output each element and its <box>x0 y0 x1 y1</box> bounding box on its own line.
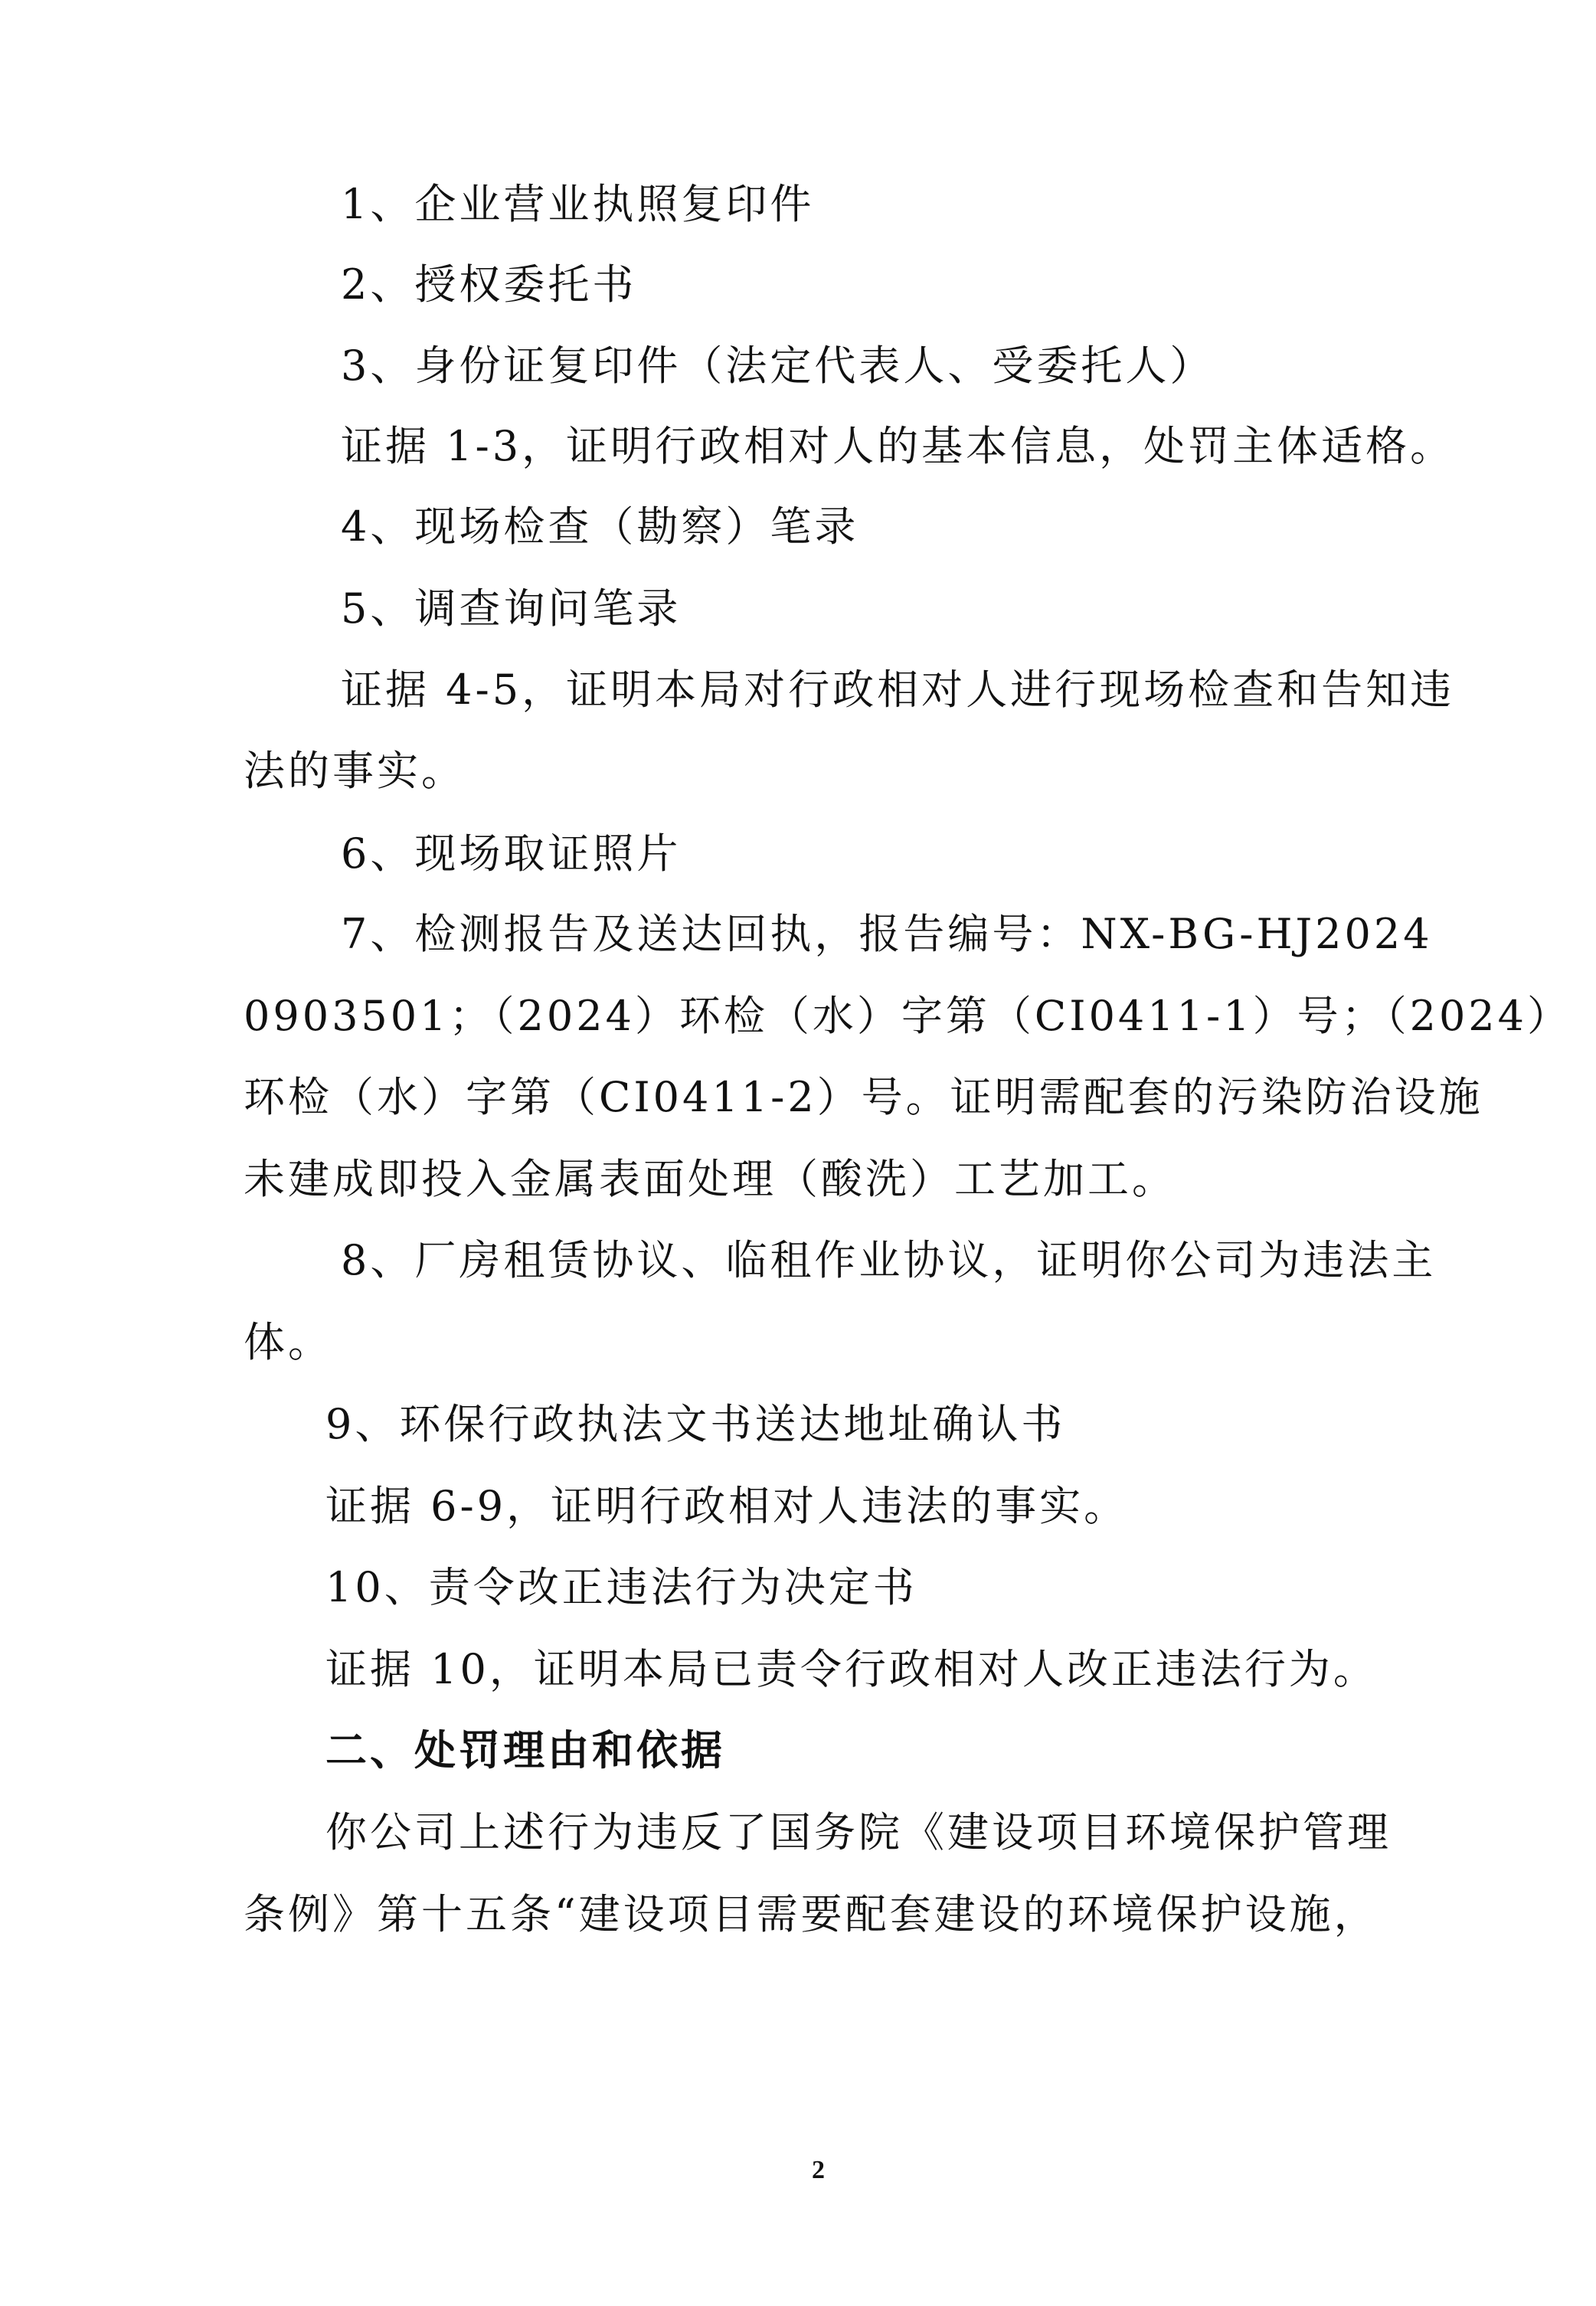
evidence-item-7-continued-3: 未建成即投入金属表面处理（酸洗）工艺加工。 <box>244 1155 1176 1203</box>
section-heading: 二、处罚理由和依据 <box>325 1726 725 1774</box>
body-paragraph-line-1: 你公司上述行为违反了国务院《建设项目环境保护管理 <box>325 1808 1392 1856</box>
evidence-item-8: 8、厂房租赁协议、临租作业协议，证明你公司为违法主 <box>341 1236 1437 1284</box>
evidence-item-7-continued-1: 0903501；（2024）环检（水）字第（CI0411-1）号；（2024） <box>244 992 1572 1040</box>
evidence-summary-1-3: 证据 1-3，证明行政相对人的基本信息，处罚主体适格。 <box>341 422 1455 470</box>
evidence-item-7: 7、检测报告及送达回执，报告编号：NX-BG-HJ2024 <box>341 910 1433 958</box>
evidence-item-6: 6、现场取证照片 <box>341 829 682 878</box>
evidence-item-7-continued-2: 环检（水）字第（CI0411-2）号。证明需配套的污染防治设施 <box>244 1073 1483 1121</box>
body-paragraph-line-2: 条例》第十五条“建设项目需要配套建设的环境保护设施， <box>244 1890 1379 1938</box>
page-number: 2 <box>812 2156 825 2184</box>
evidence-item-4: 4、现场检查（勘察）笔录 <box>341 502 859 551</box>
evidence-summary-10: 证据 10，证明本局已责令行政相对人改正违法行为。 <box>325 1645 1378 1693</box>
evidence-item-3: 3、身份证复印件（法定代表人、受委托人） <box>341 342 1215 390</box>
evidence-item-2: 2、授权委托书 <box>341 260 637 309</box>
evidence-item-10: 10、责令改正违法行为决定书 <box>325 1563 917 1611</box>
evidence-item-5: 5、调查询问笔录 <box>341 584 682 633</box>
evidence-item-9: 9、环保行政执法文书送达地址确认书 <box>325 1400 1066 1448</box>
evidence-summary-6-9: 证据 6-9，证明行政相对人违法的事实。 <box>325 1482 1129 1530</box>
evidence-summary-4-5-continued: 法的事实。 <box>244 747 466 795</box>
evidence-item-1: 1、企业营业执照复印件 <box>341 180 815 228</box>
evidence-item-8-continued: 体。 <box>244 1318 332 1366</box>
evidence-summary-4-5: 证据 4-5，证明本局对行政相对人进行现场检查和告知违 <box>341 666 1455 714</box>
